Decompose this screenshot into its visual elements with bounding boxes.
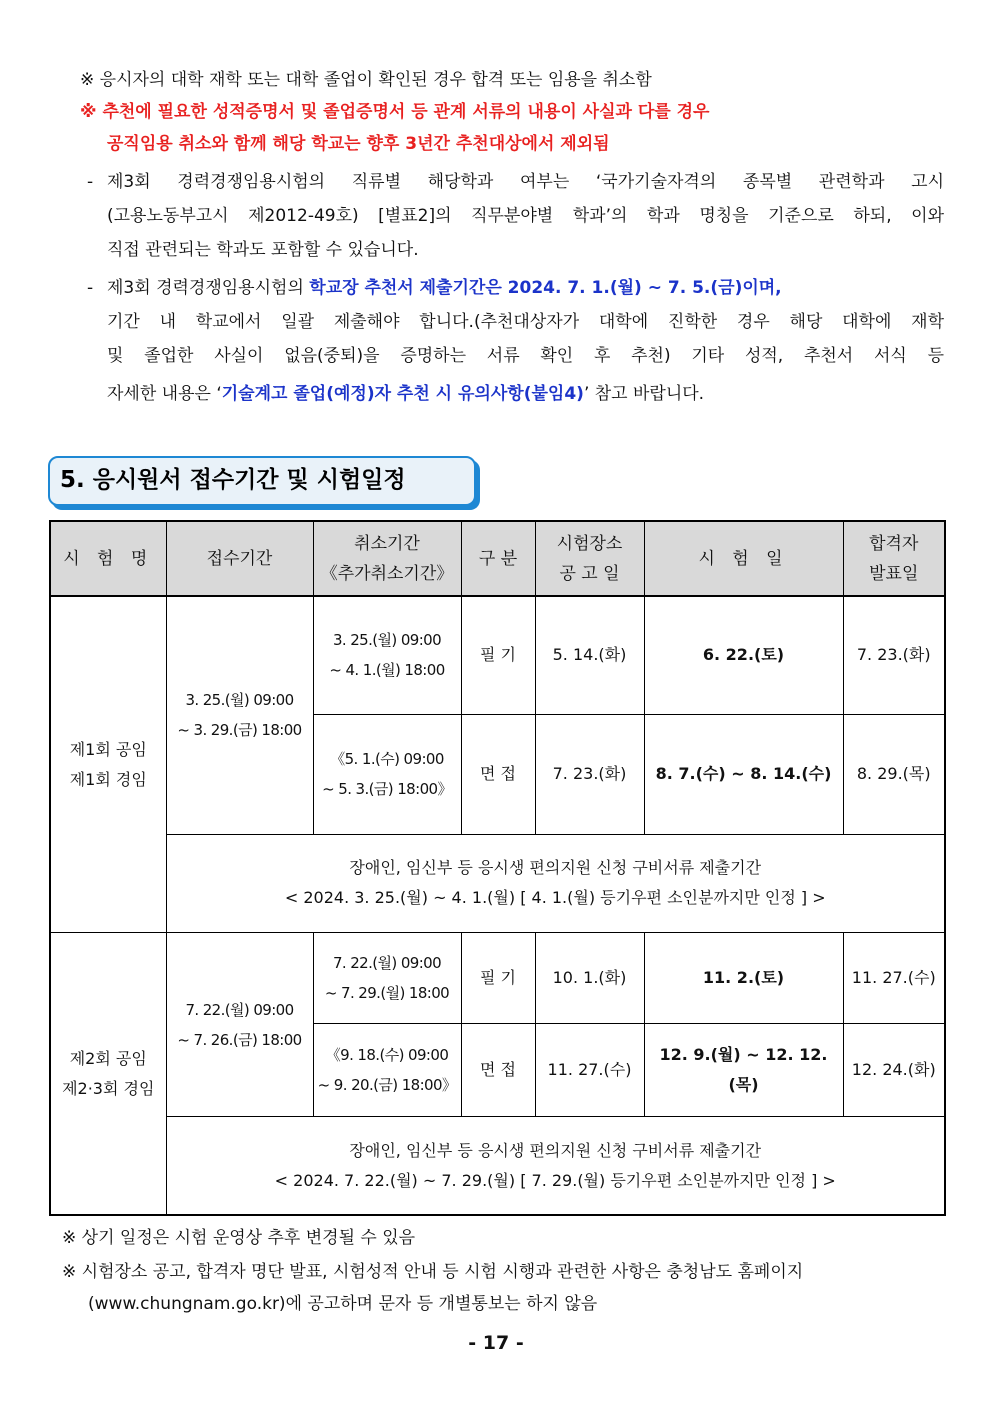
header-type: 구 분 — [461, 521, 535, 596]
exam-date-cell: 8. 7.(수) ~ 8. 14.(수) — [644, 714, 843, 834]
table-row — [50, 1117, 945, 1215]
exam-date-cell: 12. 9.(월) ~ 12. 12.(목) — [644, 1024, 843, 1117]
header-cancel-line2: 《추가취소기간》 — [320, 563, 454, 584]
header-venue-line1: 시험장소 — [556, 533, 623, 554]
exam-name-cell — [50, 933, 166, 1215]
para2-line1 — [107, 276, 782, 300]
reception-line1: 7. 22.(월) 09:00 — [185, 1000, 294, 1019]
type-cell: 필 기 — [461, 933, 535, 1024]
support-note-cell — [166, 834, 945, 932]
exam-name-cell — [50, 596, 166, 933]
pass-date-cell: 11. 27.(수) — [843, 933, 945, 1024]
para1-line2: (고용노동부고시 제2012-49호) [별표2]의 직무분야별 학과’의 학과 명칭을 기준으로 하되, 이와 — [107, 206, 944, 226]
para1-line1: 제3회 경력경쟁임용시험의 직류별 해당학과 여부는 ‘국가기술자격의 종목별 관련학과 고시 — [107, 172, 944, 192]
pass-date-cell: 7. 23.(화) — [843, 596, 945, 714]
table-row — [50, 933, 945, 1024]
note-announcement-line2: (www.chungnam.go.kr)에 공고하며 문자 등 개별통보는 하지 않음 — [88, 1294, 598, 1314]
para2-line3: 및 졸업한 사실이 없음(중퇴)을 증명하는 서류 확인 후 추천) 기타 성적, 추천서 서식 등 — [107, 346, 944, 366]
para1-line3: 직접 관련되는 학과도 포함할 수 있습니다. — [107, 240, 419, 260]
cancel-cell — [313, 714, 461, 834]
table-row — [50, 596, 945, 714]
support-note-line2: < 2024. 7. 22.(월) ~ 7. 29.(월) [ 7. 29.(월) 등기우편 소인분까지만 인정 ] > — [274, 1170, 836, 1190]
reception-line1: 3. 25.(월) 09:00 — [185, 691, 294, 710]
venue-cell: 5. 14.(화) — [535, 596, 644, 714]
header-exam-date: 시 험 일 — [644, 521, 843, 596]
note-warning-line2: 공직임용 취소와 함께 해당 학교는 향후 3년간 추천대상에서 제외됨 — [107, 134, 610, 154]
reception-line2: ~ 3. 29.(금) 18:00 — [177, 721, 302, 740]
venue-cell: 10. 1.(화) — [535, 933, 644, 1024]
cancel-cell — [313, 1024, 461, 1117]
support-note-line2: < 2024. 3. 25.(월) ~ 4. 1.(월) [ 4. 1.(월) 등기우편 소인분까지만 인정 ] > — [284, 888, 826, 908]
cancel-cell — [313, 596, 461, 714]
header-venue — [535, 521, 644, 596]
cancel-cell — [313, 933, 461, 1024]
para2-line4-pre: 자세한 내용은 ‘ — [107, 384, 222, 404]
header-pass-line2: 발표일 — [869, 563, 919, 584]
reception-line2: ~ 7. 26.(금) 18:00 — [177, 1030, 302, 1049]
note-warning-line1: ※ 추천에 필요한 성적증명서 및 졸업증명서 등 관계 서류의 내용이 사실과 다를 경우 — [80, 102, 710, 122]
support-note-line1: 장애인, 임신부 등 응시생 편의지원 신청 구비서류 제출기간 — [349, 858, 762, 878]
para2-line2: 기간 내 학교에서 일괄 제출해야 합니다.(추천대상자가 대학에 진학한 경우 해당 대학에 재학 — [107, 312, 944, 332]
header-pass-line1: 합격자 — [869, 533, 919, 554]
section-title: 5. 응시원서 접수기간 및 시험일정 — [60, 467, 406, 493]
exam-name-line2: 제1회 경임 — [69, 769, 147, 789]
header-cancel-line1: 취소기간 — [354, 533, 420, 554]
recommendation-period: 학교장 추천서 제출기간은 2024. 7. 1.(월) ~ 7. 5.(금)이며, — [309, 278, 782, 298]
cancel-line1: 3. 25.(월) 09:00 — [332, 631, 442, 650]
header-cancel — [313, 521, 461, 596]
exam-date-cell: 11. 2.(토) — [644, 933, 843, 1024]
bullet-dash: - — [87, 172, 94, 192]
header-reception: 접수기간 — [166, 521, 313, 596]
type-cell: 필 기 — [461, 596, 535, 714]
venue-cell: 11. 27.(수) — [535, 1024, 644, 1117]
cancel-line2: ~ 9. 20.(금) 18:00》 — [317, 1076, 457, 1095]
header-venue-line2: 공 고 일 — [559, 563, 620, 584]
table-row — [50, 834, 945, 932]
page-number: - 17 - — [468, 1332, 524, 1354]
cancel-line1: 《9. 18.(수) 09:00 — [325, 1046, 449, 1065]
cancel-line2: ~ 4. 1.(월) 18:00 — [329, 661, 445, 680]
exam-date-cell: 6. 22.(토) — [644, 596, 843, 714]
cancel-line2: ~ 5. 3.(금) 18:00》 — [322, 780, 452, 799]
para2-line4-post: ’ 참고 바랍니다. — [583, 384, 705, 404]
exam-name-line1: 제1회 공임 — [69, 739, 147, 759]
reception-cell — [166, 933, 313, 1117]
exam-schedule-table — [49, 520, 946, 1216]
note-schedule-change: ※ 상기 일정은 시험 운영상 추후 변경될 수 있음 — [62, 1228, 416, 1248]
support-note-line1: 장애인, 임신부 등 응시생 편의지원 신청 구비서류 제출기간 — [349, 1140, 762, 1160]
note-announcement-line1: ※ 시험장소 공고, 합격자 명단 발표, 시험성적 안내 등 시험 시행과 관련한 사항은 충청남도 홈페이지 — [62, 1262, 804, 1282]
header-exam-name: 시 험 명 — [50, 521, 166, 596]
attachment-reference: 기술계고 졸업(예정)자 추천 시 유의사항(붙임4) — [221, 384, 584, 404]
cancel-line1: 7. 22.(월) 09:00 — [332, 954, 442, 973]
reception-cell — [166, 596, 313, 834]
exam-name-line1: 제2회 공임 — [69, 1048, 147, 1068]
table-header-row — [50, 521, 945, 596]
note-cancel-employment: ※ 응시자의 대학 재학 또는 대학 졸업이 확인된 경우 합격 또는 임용을 취소함 — [80, 70, 652, 90]
pass-date-cell: 8. 29.(목) — [843, 714, 945, 834]
pass-date-cell: 12. 24.(화) — [843, 1024, 945, 1117]
exam-name-line2: 제2·3회 경임 — [62, 1078, 155, 1098]
section-title-box — [48, 456, 476, 506]
para2-line4 — [107, 382, 704, 406]
type-cell: 면 접 — [461, 714, 535, 834]
cancel-line1: 《5. 1.(수) 09:00 — [330, 750, 444, 769]
support-note-cell — [166, 1117, 945, 1215]
bullet-dash: - — [87, 278, 94, 298]
para2-line1-text: 제3회 경력경쟁임용시험의 — [107, 278, 310, 298]
header-pass — [843, 521, 945, 596]
venue-cell: 7. 23.(화) — [535, 714, 644, 834]
type-cell: 면 접 — [461, 1024, 535, 1117]
cancel-line2: ~ 7. 29.(월) 18:00 — [324, 984, 450, 1003]
